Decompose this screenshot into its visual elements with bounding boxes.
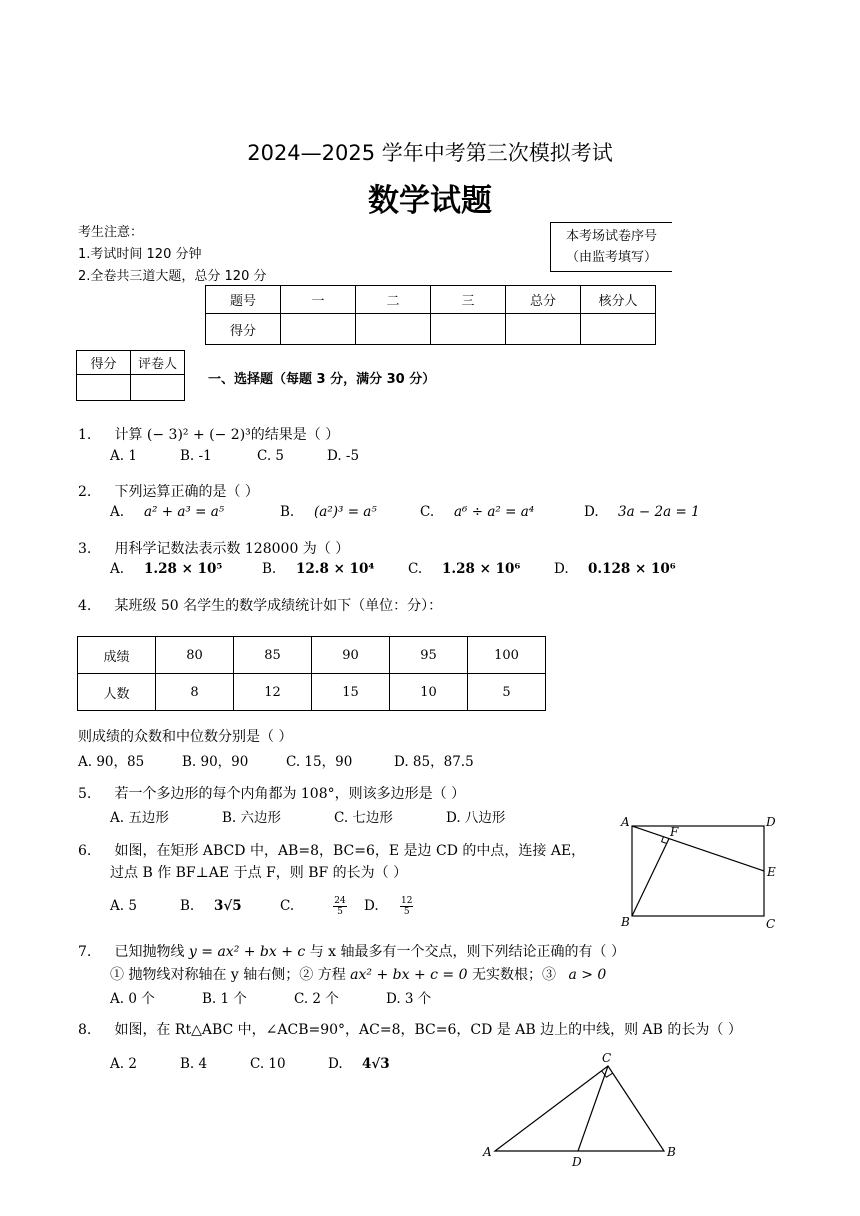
- table-cell: 90: [312, 637, 390, 674]
- rectangle-figure: [618, 810, 788, 934]
- option-d[interactable]: D. -5: [327, 448, 360, 464]
- question-stem: 已知抛物线: [114, 944, 185, 960]
- table-cell: 12: [234, 674, 312, 711]
- table-cell: 5: [468, 674, 546, 711]
- score-entry-cell[interactable]: [281, 314, 356, 345]
- option-b-expr[interactable]: 12.8 × 10⁴: [296, 561, 375, 577]
- math-expression: a > 0: [568, 967, 607, 983]
- option-c[interactable]: C. 七边形: [334, 810, 393, 826]
- label-b: B: [667, 1145, 676, 1159]
- option-d[interactable]: D. 八边形: [446, 810, 506, 826]
- question-1: [78, 424, 339, 444]
- table-cell: 80: [156, 637, 234, 674]
- score-entry-cell[interactable]: [581, 314, 656, 345]
- label-c: C: [766, 917, 776, 931]
- option-c-expr[interactable]: 1.28 × 10⁶: [442, 561, 521, 577]
- question-stem: 下列运算正确的是（ ）: [114, 484, 259, 500]
- question-7: [78, 941, 625, 961]
- question-6-line2: 过点 B 作 BF⊥AE 于点 F，则 BF 的长为（ ）: [110, 865, 408, 881]
- question-4: [78, 595, 442, 615]
- question-2-options: [110, 504, 700, 520]
- score-row-label: 得分: [206, 314, 281, 345]
- question-6: [78, 840, 585, 860]
- score-entry-cell[interactable]: [356, 314, 431, 345]
- question-3-options: [110, 561, 676, 577]
- question-number: 5.: [78, 786, 92, 802]
- label-d: D: [766, 815, 776, 829]
- option-a[interactable]: A. 90，85: [78, 754, 145, 770]
- table-cell: 15: [312, 674, 390, 711]
- question-8-options: [110, 1056, 390, 1072]
- question-2: [78, 481, 259, 501]
- option-d-label[interactable]: D.: [328, 1056, 343, 1072]
- question-stem: 计算: [114, 427, 143, 443]
- option-a-label[interactable]: A.: [110, 504, 125, 520]
- option-d-fraction[interactable]: [400, 896, 413, 917]
- question-stem: 某班级 50 名学生的数学成绩统计如下（单位：分）：: [114, 598, 443, 614]
- option-c-label[interactable]: C.: [420, 504, 435, 520]
- fraction-numerator: 12: [401, 896, 413, 906]
- question-stem: 如图，在矩形 ABCD 中，AB=8，BC=6，E 是边 CD 的中点，连接 AE，: [114, 843, 586, 859]
- score-entry-cell[interactable]: [431, 314, 506, 345]
- question-stem: 的结果是（ ）: [250, 427, 340, 443]
- label-b: B: [621, 915, 630, 929]
- grader-header-score: 得分: [77, 351, 131, 375]
- option-a[interactable]: A. 2: [110, 1056, 137, 1072]
- question-5: [78, 783, 465, 803]
- option-a-label[interactable]: A.: [110, 561, 125, 577]
- grader-header-grader: 评卷人: [131, 351, 185, 375]
- table-cell: 10: [390, 674, 468, 711]
- option-a[interactable]: A. 0 个: [110, 991, 155, 1007]
- option-b-expr[interactable]: (a²)³ = a⁵: [314, 504, 377, 520]
- question-4-follow: 则成绩的众数和中位数分别是（ ）: [78, 729, 293, 745]
- option-a[interactable]: A. 五边形: [110, 810, 169, 826]
- option-a-expr[interactable]: 1.28 × 10⁵: [144, 561, 223, 577]
- grader-entry-cell[interactable]: [77, 375, 131, 401]
- option-d[interactable]: D. 85，87.5: [394, 754, 474, 770]
- option-a[interactable]: A. 1: [110, 448, 137, 464]
- option-d-label[interactable]: D.: [554, 561, 569, 577]
- question-stem: 若一个多边形的每个内角都为 108°，则该多边形是（ ）: [114, 786, 466, 802]
- option-b-label[interactable]: B.: [180, 898, 195, 914]
- option-c[interactable]: C. 15，90: [286, 754, 353, 770]
- table-cell: 成绩: [78, 637, 156, 674]
- statement-text: 无实数根；③: [471, 967, 556, 983]
- serial-line-1: 本考场试卷序号: [565, 229, 657, 244]
- table-cell: 人数: [78, 674, 156, 711]
- segment-bf: [632, 839, 669, 916]
- question-number: 8.: [78, 1022, 92, 1038]
- option-a-expr[interactable]: a² + a³ = a⁵: [144, 504, 225, 520]
- option-b[interactable]: B. 4: [180, 1056, 208, 1072]
- question-8: [78, 1019, 742, 1039]
- question-7-options: [110, 987, 431, 1007]
- option-c-expr[interactable]: a⁶ ÷ a² = a⁴: [454, 504, 535, 520]
- question-number: 7.: [78, 944, 92, 960]
- fraction-denominator: 5: [403, 907, 410, 917]
- option-b-expr[interactable]: 3√5: [214, 898, 242, 914]
- option-d-expr[interactable]: 4√3: [362, 1056, 390, 1072]
- option-c[interactable]: C. 5: [257, 448, 285, 464]
- label-a: A: [483, 1145, 492, 1159]
- exam-subject: 数学试题: [368, 183, 492, 219]
- question-number: 2.: [78, 484, 92, 500]
- serial-number-box: [550, 222, 672, 272]
- question-7-line2: [110, 964, 606, 984]
- option-a[interactable]: A. 5: [110, 898, 137, 914]
- serial-line-2: （由监考填写）: [565, 250, 657, 265]
- question-5-options: [110, 806, 505, 826]
- table-cell: 100: [468, 637, 546, 674]
- option-b[interactable]: B. 六边形: [222, 810, 282, 826]
- score-distribution-table: [77, 636, 546, 711]
- triangle-figure: [478, 1046, 688, 1172]
- question-number: 3.: [78, 541, 92, 557]
- option-c[interactable]: C. 10: [250, 1056, 286, 1072]
- option-d-label[interactable]: D.: [364, 898, 379, 914]
- score-header-cell: 题号: [206, 286, 281, 314]
- math-expression: (− 3)² + (− 2)³: [146, 427, 251, 443]
- question-1-options: [110, 448, 359, 464]
- question-number: 6.: [78, 843, 92, 859]
- triangle-abc: [495, 1066, 664, 1151]
- section-title: 一、选择题（每题 3 分，满分 30 分）: [208, 372, 436, 387]
- option-b-label[interactable]: B.: [280, 504, 295, 520]
- option-c[interactable]: C. 2 个: [294, 991, 339, 1007]
- label-f: F: [670, 825, 679, 839]
- question-4-options: [78, 750, 474, 770]
- table-cell: 85: [234, 637, 312, 674]
- label-e: E: [767, 865, 776, 879]
- option-b[interactable]: B. -1: [180, 448, 212, 464]
- option-d-expr[interactable]: 3a − 2a = 1: [618, 504, 700, 520]
- exam-title: 2024—2025 学年中考第三次模拟考试: [247, 141, 613, 165]
- table-cell: 95: [390, 637, 468, 674]
- fraction-numerator: 24: [334, 896, 346, 906]
- statement-text: ① 抛物线对称轴在 y 轴右侧；② 方程: [110, 967, 346, 983]
- option-b-label[interactable]: B.: [262, 561, 277, 577]
- option-c-fraction[interactable]: [316, 896, 364, 917]
- rectangle-abcd: [632, 826, 764, 916]
- option-d-expr[interactable]: 0.128 × 10⁶: [588, 561, 676, 577]
- math-expression: y = ax² + bx + c: [188, 944, 306, 960]
- option-c-label[interactable]: C.: [280, 898, 295, 914]
- option-b[interactable]: B. 90，90: [182, 754, 249, 770]
- question-6-options: [110, 896, 413, 917]
- option-d[interactable]: D. 3 个: [386, 991, 432, 1007]
- grader-table: [76, 350, 185, 401]
- question-number: 4.: [78, 598, 92, 614]
- grader-entry-cell[interactable]: [131, 375, 185, 401]
- question-stem: 用科学记数法表示数 128000 为（ ）: [114, 541, 350, 557]
- score-header-cell: 三: [431, 286, 506, 314]
- label-d: D: [572, 1155, 582, 1169]
- option-c-label[interactable]: C.: [408, 561, 423, 577]
- option-d-label[interactable]: D.: [584, 504, 599, 520]
- score-entry-cell[interactable]: [506, 314, 581, 345]
- option-b[interactable]: B. 1 个: [202, 991, 247, 1007]
- score-header-cell: 总分: [506, 286, 581, 314]
- question-stem: 如图，在 Rt△ABC 中，∠ACB=90°，AC=8，BC=6，CD 是 AB 边上的中线，则 AB 的长为（ ）: [114, 1022, 742, 1038]
- label-a: A: [621, 815, 630, 829]
- median-cd: [578, 1066, 608, 1151]
- math-expression: ax² + bx + c = 0: [350, 967, 468, 983]
- score-header-cell: 一: [281, 286, 356, 314]
- question-stem: 与 x 轴最多有一个交点，则下列结论正确的有（ ）: [309, 944, 625, 960]
- table-cell: 8: [156, 674, 234, 711]
- notice-item-2: 2.全卷共三道大题，总分 120 分: [78, 269, 267, 284]
- question-3: [78, 538, 349, 558]
- score-header-cell: 核分人: [581, 286, 656, 314]
- fraction-denominator: 5: [337, 907, 343, 917]
- question-number: 1.: [78, 427, 92, 443]
- score-header-cell: 二: [356, 286, 431, 314]
- label-c: C: [602, 1051, 612, 1065]
- notice-item-1: 1.考试时间 120 分钟: [78, 247, 202, 262]
- notice-heading: 考生注意：: [78, 225, 144, 240]
- segment-ae: [632, 826, 764, 871]
- score-table: [205, 285, 656, 345]
